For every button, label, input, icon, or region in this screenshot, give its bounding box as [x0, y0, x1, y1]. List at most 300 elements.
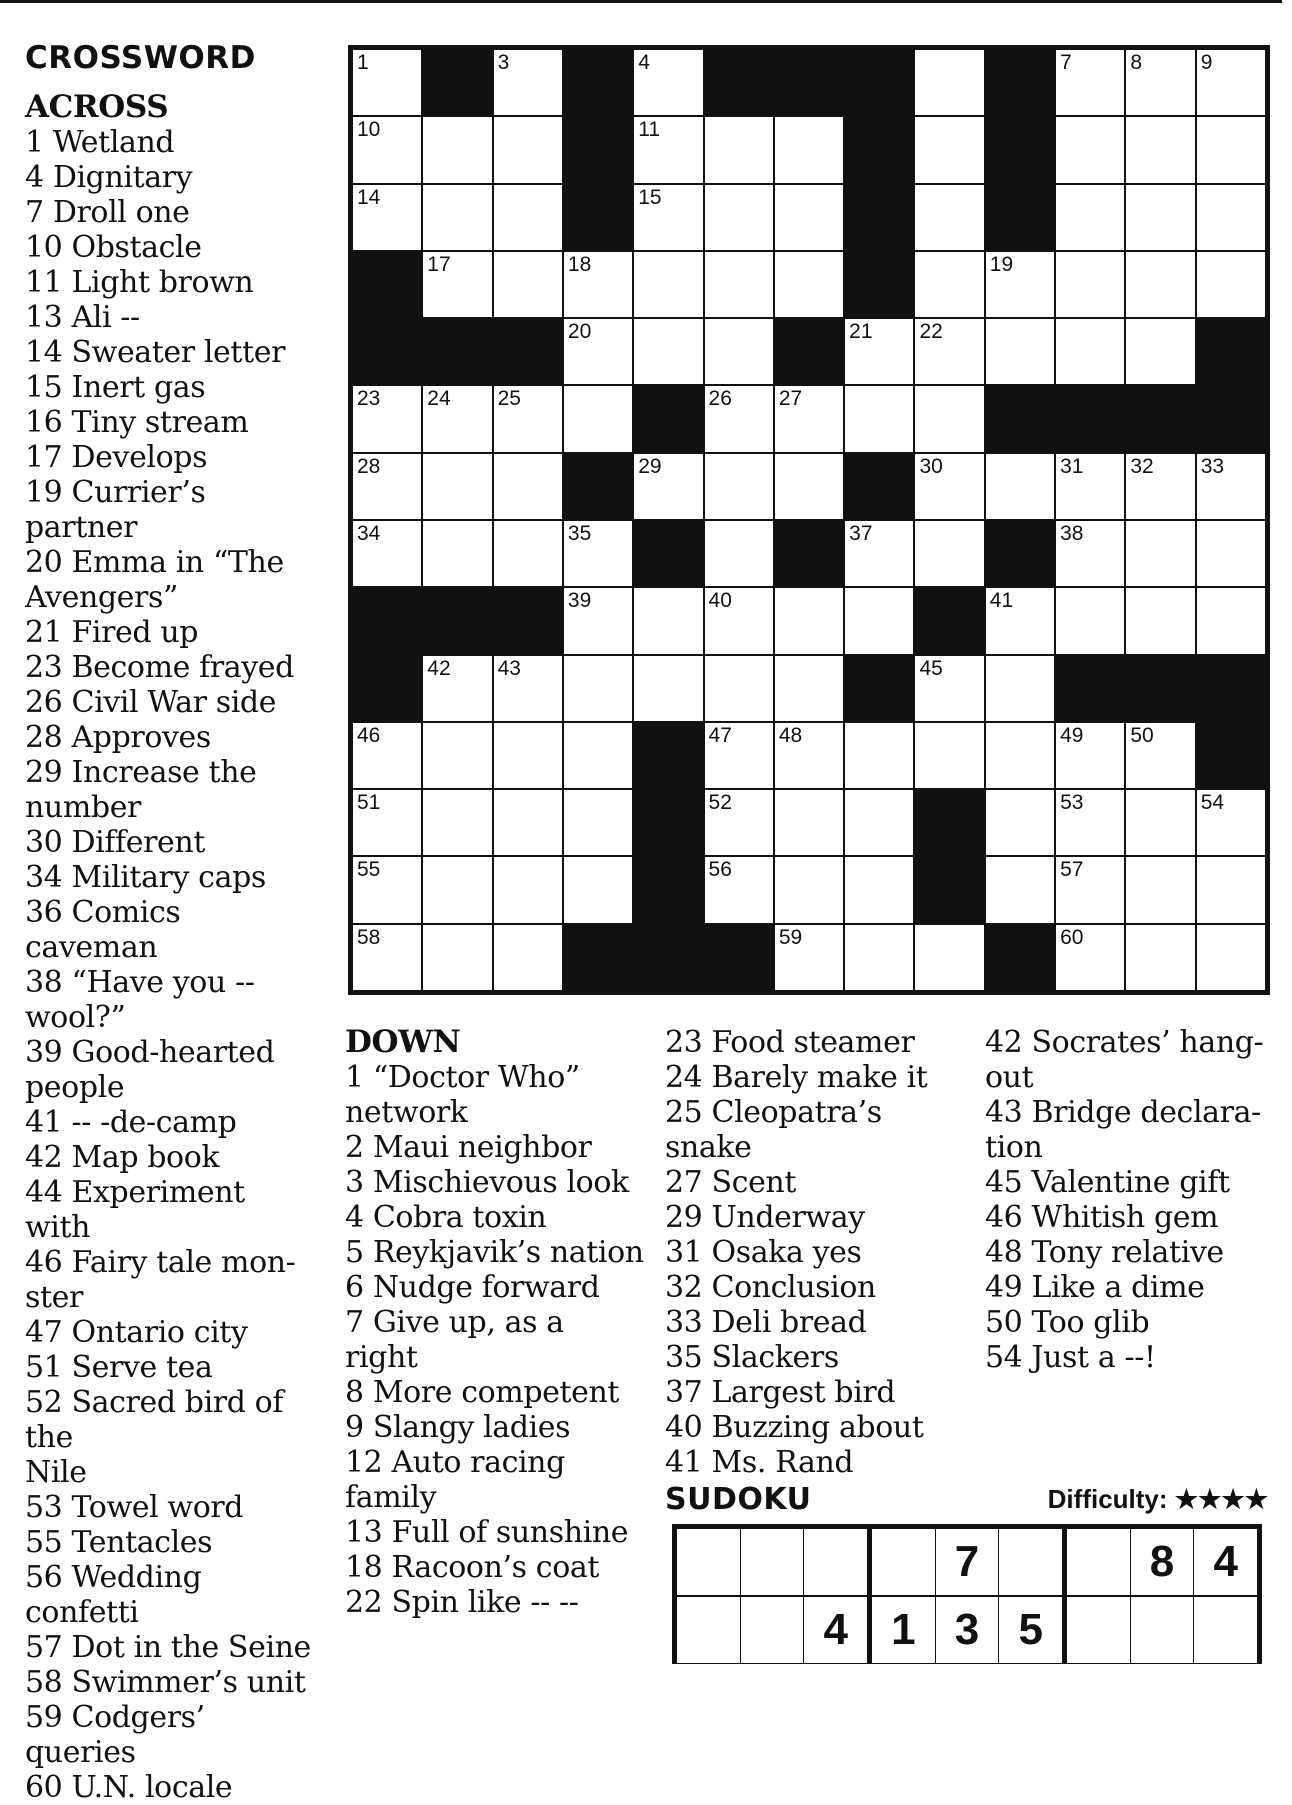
clue-line: Avengers” [25, 580, 178, 615]
clue-line: 6 Nudge forward [345, 1270, 600, 1305]
clue-number: 32 [1130, 454, 1154, 478]
down-heading: DOWN [345, 1024, 461, 1060]
crossword-cell[interactable] [1197, 117, 1265, 182]
crossword-cell[interactable] [1126, 521, 1194, 586]
clue-number: 48 [778, 723, 803, 747]
crossword-cell[interactable] [353, 723, 421, 788]
crossword-cell[interactable] [705, 521, 773, 586]
crossword-cell[interactable] [705, 454, 773, 519]
sudoku-cell[interactable]: 3 [936, 1597, 1000, 1663]
black-square [845, 454, 913, 519]
crossword-cell[interactable] [775, 656, 843, 721]
sudoku-cell[interactable]: 4 [804, 1597, 872, 1663]
crossword-cell[interactable] [775, 117, 843, 182]
black-square [353, 319, 421, 384]
crossword-cell[interactable] [986, 723, 1054, 788]
crossword-cell[interactable] [353, 857, 421, 922]
clue-line: 43 Bridge declara- [985, 1095, 1261, 1130]
crossword-cell[interactable] [705, 117, 773, 182]
black-square [986, 521, 1054, 586]
black-square [634, 857, 702, 922]
crossword-cell[interactable] [775, 454, 843, 519]
crossword-cell[interactable] [1197, 50, 1265, 115]
clue-number: 25 [497, 387, 521, 411]
crossword-cell[interactable] [1126, 790, 1194, 855]
crossword-cell[interactable] [1197, 521, 1265, 586]
crossword-cell[interactable] [705, 185, 773, 250]
crossword-cell[interactable] [705, 588, 773, 653]
clue-number: 43 [497, 656, 521, 680]
clue-number: 24 [427, 387, 451, 411]
crossword-cell[interactable] [494, 50, 562, 115]
across-heading: ACROSS [25, 89, 169, 125]
across-clue-list [25, 125, 315, 1805]
crossword-cell[interactable] [705, 790, 773, 855]
clue-line: 39 Good-hearted [25, 1035, 275, 1070]
crossword-cell[interactable] [494, 925, 562, 990]
sudoku-cell[interactable] [1067, 1597, 1131, 1663]
black-square [845, 252, 913, 317]
clue-line: 32 Conclusion [665, 1270, 876, 1305]
black-square [705, 925, 773, 990]
black-square [775, 50, 843, 115]
clue-number: 1 [357, 51, 369, 74]
clue-line: 57 Dot in the Seine [25, 1630, 311, 1665]
crossword-cell[interactable] [1056, 252, 1124, 317]
sudoku-cell[interactable] [804, 1529, 872, 1595]
crossword-cell[interactable] [634, 252, 702, 317]
clue-line: 8 More competent [345, 1375, 620, 1410]
black-square [423, 319, 491, 384]
crossword-cell[interactable] [915, 656, 983, 721]
sudoku-cell[interactable] [741, 1597, 805, 1663]
black-square [1197, 386, 1265, 451]
black-square [634, 386, 702, 451]
crossword-cell[interactable] [423, 386, 491, 451]
crossword-cell[interactable] [775, 925, 843, 990]
crossword-cell[interactable] [986, 588, 1054, 653]
clue-line: 47 Ontario city [25, 1315, 248, 1350]
crossword-cell[interactable] [1056, 925, 1124, 990]
sudoku-grid [672, 1524, 1262, 1664]
crossword-cell[interactable] [564, 386, 632, 451]
clue-number: 41 [989, 589, 1014, 613]
clue-line: 12 Auto racing [345, 1445, 565, 1480]
crossword-cell[interactable] [1126, 319, 1194, 384]
crossword-cell[interactable] [705, 252, 773, 317]
crossword-cell[interactable] [494, 790, 562, 855]
sudoku-cell[interactable]: 8 [1131, 1529, 1195, 1595]
black-square [915, 857, 983, 922]
clue-number: 20 [567, 320, 592, 344]
clue-line: 26 Civil War side [25, 685, 277, 720]
clue-number: 38 [1060, 521, 1084, 545]
clue-line: 33 Deli bread [665, 1305, 867, 1340]
crossword-cell[interactable] [494, 857, 562, 922]
clue-line: 5 Reykjavik’s nation [345, 1235, 644, 1270]
clue-line: 40 Buzzing about [665, 1410, 924, 1445]
clue-line: 9 Slangy ladies [345, 1410, 571, 1445]
sudoku-title: SUDOKU [665, 1482, 812, 1517]
clue-number: 51 [357, 791, 381, 815]
crossword-cell[interactable] [1056, 790, 1124, 855]
crossword-cell[interactable] [1197, 252, 1265, 317]
clue-number: 10 [357, 118, 381, 142]
sudoku-row [677, 1597, 1257, 1664]
clue-line: 14 Sweater letter [25, 335, 286, 370]
clue-line: 7 Droll one [25, 195, 190, 230]
crossword-cell[interactable] [353, 521, 421, 586]
crossword-cell[interactable] [1056, 117, 1124, 182]
clue-line: 18 Racoon’s coat [345, 1550, 599, 1585]
crossword-cell[interactable] [1056, 723, 1124, 788]
clue-line: 11 Light brown [25, 265, 254, 300]
clue-number: 60 [1060, 925, 1084, 949]
crossword-cell[interactable] [845, 319, 913, 384]
crossword-cell[interactable] [1126, 252, 1194, 317]
clue-line: 20 Emma in “The [25, 545, 284, 580]
crossword-cell[interactable] [705, 723, 773, 788]
sudoku-cell[interactable] [1067, 1529, 1131, 1595]
clue-number: 59 [778, 925, 803, 949]
crossword-cell[interactable] [986, 252, 1054, 317]
crossword-cell[interactable] [353, 454, 421, 519]
black-square [986, 386, 1054, 451]
crossword-cell[interactable] [705, 319, 773, 384]
crossword-title: CROSSWORD [25, 40, 256, 76]
clue-number: 21 [849, 320, 873, 344]
black-square [845, 50, 913, 115]
crossword-cell[interactable] [494, 723, 562, 788]
crossword-cell[interactable] [986, 319, 1054, 384]
clue-line: 13 Ali -- [25, 300, 140, 335]
crossword-cell[interactable] [1126, 588, 1194, 653]
clue-line: 37 Largest bird [665, 1375, 896, 1410]
crossword-cell[interactable] [986, 454, 1054, 519]
black-square [353, 588, 421, 653]
clue-line: 41 -- -de-camp [25, 1105, 237, 1140]
crossword-cell[interactable] [986, 656, 1054, 721]
clue-line: 42 Map book [25, 1140, 220, 1175]
clue-number: 52 [708, 791, 732, 815]
crossword-cell[interactable] [1056, 857, 1124, 922]
clue-line: 29 Underway [665, 1200, 865, 1235]
crossword-cell[interactable] [564, 723, 632, 788]
crossword-cell[interactable] [423, 521, 491, 586]
crossword-cell[interactable] [423, 790, 491, 855]
crossword-cell[interactable] [423, 252, 491, 317]
clue-number: 37 [849, 521, 873, 545]
crossword-cell[interactable] [634, 117, 702, 182]
crossword-cell[interactable] [1197, 925, 1265, 990]
crossword-cell[interactable] [423, 857, 491, 922]
clue-number: 22 [919, 320, 943, 344]
crossword-cell[interactable] [775, 386, 843, 451]
clue-line: 10 Obstacle [25, 230, 202, 265]
clue-line: 50 Too glib [985, 1305, 1150, 1340]
clue-line: 25 Cleopatra’s snake [665, 1095, 882, 1165]
clue-line: 16 Tiny stream [25, 405, 249, 440]
clue-number: 29 [638, 454, 662, 478]
clue-number: 15 [638, 185, 662, 209]
clue-line: tion [985, 1130, 1043, 1165]
black-square [775, 319, 843, 384]
clue-number: 11 [638, 118, 661, 142]
clue-line: 46 Fairy tale mon- [25, 1245, 296, 1280]
crossword-cell[interactable] [705, 656, 773, 721]
crossword-cell[interactable] [494, 386, 562, 451]
clue-line: 48 Tony relative [985, 1235, 1224, 1270]
crossword-cell[interactable] [634, 454, 702, 519]
crossword-cell[interactable] [775, 588, 843, 653]
clue-number: 17 [427, 252, 451, 276]
down-clue-list-3 [985, 1025, 1285, 1375]
clue-number: 46 [357, 723, 381, 747]
crossword-cell[interactable] [634, 50, 702, 115]
black-square [564, 185, 632, 250]
crossword-cell[interactable] [986, 790, 1054, 855]
crossword-cell[interactable] [564, 252, 632, 317]
crossword-cell[interactable] [564, 319, 632, 384]
clue-number: 34 [357, 521, 381, 545]
crossword-cell[interactable] [1056, 319, 1124, 384]
clue-number: 30 [919, 454, 943, 478]
clue-number: 18 [567, 252, 592, 276]
crossword-cell[interactable] [915, 319, 983, 384]
clue-line: 2 Maui neighbor [345, 1130, 592, 1165]
crossword-cell[interactable] [1197, 588, 1265, 653]
crossword-cell[interactable] [1126, 117, 1194, 182]
clue-line: 1 “Doctor Who” [345, 1060, 580, 1095]
clue-number: 8 [1130, 51, 1143, 74]
crossword-cell[interactable] [564, 588, 632, 653]
clue-line: 49 Like a dime [985, 1270, 1205, 1305]
clue-number: 56 [708, 858, 732, 882]
crossword-cell[interactable] [423, 117, 491, 182]
crossword-cell[interactable] [634, 319, 702, 384]
clue-line: 23 Food steamer [665, 1025, 915, 1060]
crossword-cell[interactable] [564, 857, 632, 922]
black-square [986, 50, 1054, 115]
crossword-cell[interactable] [915, 117, 983, 182]
clue-line: 42 Socrates’ hang- [985, 1025, 1264, 1060]
clue-number: 45 [919, 656, 943, 680]
crossword-cell[interactable] [775, 252, 843, 317]
crossword-cell[interactable] [915, 454, 983, 519]
clue-line: 28 Approves [25, 720, 211, 755]
clue-line: 7 Give up, as a right [345, 1305, 564, 1375]
sudoku-cell[interactable]: 1 [872, 1597, 936, 1663]
crossword-cell[interactable] [986, 857, 1054, 922]
clue-line: 45 Valentine gift [985, 1165, 1230, 1200]
crossword-cell[interactable] [564, 790, 632, 855]
crossword-cell[interactable] [353, 386, 421, 451]
clue-line: 1 Wetland [25, 125, 175, 160]
clue-line: 55 Tentacles [25, 1525, 213, 1560]
crossword-cell[interactable] [494, 656, 562, 721]
crossword-cell[interactable] [634, 588, 702, 653]
crossword-cell[interactable] [423, 454, 491, 519]
crossword-cell[interactable] [494, 252, 562, 317]
crossword-cell[interactable] [564, 656, 632, 721]
clue-line: 15 Inert gas [25, 370, 206, 405]
crossword-cell[interactable] [1126, 857, 1194, 922]
black-square [564, 50, 632, 115]
crossword-grid [348, 45, 1270, 995]
crossword-cell[interactable] [845, 857, 913, 922]
sudoku-cell[interactable] [999, 1529, 1067, 1595]
crossword-cell[interactable] [705, 386, 773, 451]
crossword-cell[interactable] [634, 185, 702, 250]
down-clue-list-1 [345, 1060, 645, 1620]
black-square [1056, 656, 1124, 721]
sudoku-cell[interactable] [872, 1529, 936, 1595]
clue-line: wool?” [25, 1000, 126, 1035]
black-square [986, 925, 1054, 990]
crossword-cell[interactable] [845, 723, 913, 788]
crossword-cell[interactable] [1056, 454, 1124, 519]
clue-line: 22 Spin like -- -- [345, 1585, 579, 1620]
crossword-cell[interactable] [353, 790, 421, 855]
black-square [353, 656, 421, 721]
black-square [775, 521, 843, 586]
clue-line: 31 Osaka yes [665, 1235, 862, 1270]
sudoku-cell[interactable] [1194, 1597, 1257, 1663]
crossword-cell[interactable] [775, 185, 843, 250]
crossword-cell[interactable] [915, 185, 983, 250]
clue-line: 24 Barely make it [665, 1060, 928, 1095]
sudoku-cell[interactable] [1131, 1597, 1195, 1663]
sudoku-cell[interactable] [677, 1529, 741, 1595]
crossword-cell[interactable] [1056, 50, 1124, 115]
crossword-cell[interactable] [915, 925, 983, 990]
black-square [915, 790, 983, 855]
crossword-cell[interactable] [845, 790, 913, 855]
crossword-cell[interactable] [915, 50, 983, 115]
clue-number: 49 [1060, 723, 1084, 747]
sudoku-cell[interactable]: 7 [936, 1529, 1000, 1595]
sudoku-cell[interactable] [741, 1529, 805, 1595]
crossword-cell[interactable] [1056, 588, 1124, 653]
black-square [915, 588, 983, 653]
crossword-cell[interactable] [705, 857, 773, 922]
clue-line: 23 Become frayed [25, 650, 294, 685]
crossword-cell[interactable] [1126, 50, 1194, 115]
crossword-cell[interactable] [915, 521, 983, 586]
clue-number: 53 [1060, 791, 1084, 815]
crossword-cell[interactable] [775, 723, 843, 788]
clue-number: 27 [778, 387, 803, 411]
crossword-cell[interactable] [423, 185, 491, 250]
clue-number: 3 [497, 51, 510, 74]
down-clues-column-2 [665, 1025, 965, 1480]
clue-line: 21 Fired up [25, 615, 199, 650]
crossword-cell[interactable] [353, 50, 421, 115]
crossword-cell[interactable] [1126, 185, 1194, 250]
crossword-cell[interactable] [1126, 723, 1194, 788]
clue-number: 23 [357, 387, 381, 411]
clue-number: 57 [1060, 858, 1084, 882]
crossword-cell[interactable] [423, 925, 491, 990]
sudoku-cell[interactable] [677, 1597, 741, 1663]
clue-number: 28 [357, 454, 381, 478]
clue-number: 26 [708, 387, 732, 411]
crossword-cell[interactable] [564, 521, 632, 586]
crossword-cell[interactable] [1197, 857, 1265, 922]
crossword-cell[interactable] [423, 723, 491, 788]
clue-line: 44 Experiment with [25, 1175, 245, 1245]
clue-line: 4 Dignitary [25, 160, 193, 195]
crossword-cell[interactable] [1056, 521, 1124, 586]
crossword-cell[interactable] [353, 925, 421, 990]
crossword-cell[interactable] [494, 454, 562, 519]
clue-number: 55 [357, 858, 381, 882]
clue-line: 13 Full of sunshine [345, 1515, 629, 1550]
crossword-cell[interactable] [494, 521, 562, 586]
sudoku-cell[interactable]: 4 [1213, 1537, 1238, 1586]
black-square [353, 252, 421, 317]
clue-number: 42 [427, 656, 451, 680]
crossword-cell[interactable] [915, 386, 983, 451]
black-square [634, 790, 702, 855]
clue-line: number [25, 790, 141, 825]
black-square [564, 454, 632, 519]
clue-line: 29 Increase the [25, 755, 257, 790]
clue-line: ster [25, 1280, 83, 1315]
crossword-cell[interactable] [423, 656, 491, 721]
crossword-cell[interactable] [775, 790, 843, 855]
black-square [634, 521, 702, 586]
black-square [845, 117, 913, 182]
clue-line: 34 Military caps [25, 860, 266, 895]
crossword-cell[interactable] [494, 117, 562, 182]
clue-number: 58 [357, 925, 381, 949]
clue-number: 31 [1060, 454, 1084, 478]
crossword-cell[interactable] [634, 656, 702, 721]
crossword-cell[interactable] [1197, 185, 1265, 250]
sudoku-row [677, 1529, 1257, 1597]
crossword-cell[interactable] [353, 117, 421, 182]
clue-line: 36 Comics caveman [25, 895, 181, 965]
clue-number: 35 [567, 521, 592, 545]
clue-number: 7 [1060, 51, 1072, 74]
crossword-cell[interactable] [845, 588, 913, 653]
clue-line: 54 Just a --! [985, 1340, 1156, 1375]
crossword-cell[interactable] [845, 386, 913, 451]
clue-number: 47 [708, 723, 732, 747]
crossword-cell[interactable] [1197, 790, 1265, 855]
top-rule [0, 0, 1282, 3]
crossword-cell[interactable] [845, 521, 913, 586]
crossword-cell[interactable] [845, 925, 913, 990]
crossword-cell[interactable] [775, 857, 843, 922]
black-square [634, 723, 702, 788]
clue-number: 54 [1200, 791, 1225, 815]
crossword-cell[interactable] [1197, 454, 1265, 519]
clue-line: 19 Currier’s partner [25, 475, 206, 545]
crossword-cell[interactable] [494, 185, 562, 250]
down-clues-column-3 [985, 1025, 1285, 1375]
sudoku-cell[interactable]: 5 [999, 1597, 1067, 1663]
crossword-cell[interactable] [915, 723, 983, 788]
crossword-cell[interactable] [353, 185, 421, 250]
clue-line: 27 Scent [665, 1165, 796, 1200]
crossword-cell[interactable] [1126, 925, 1194, 990]
black-square [705, 50, 773, 115]
crossword-cell[interactable] [915, 252, 983, 317]
crossword-cell[interactable] [1126, 454, 1194, 519]
crossword-cell[interactable] [1056, 185, 1124, 250]
